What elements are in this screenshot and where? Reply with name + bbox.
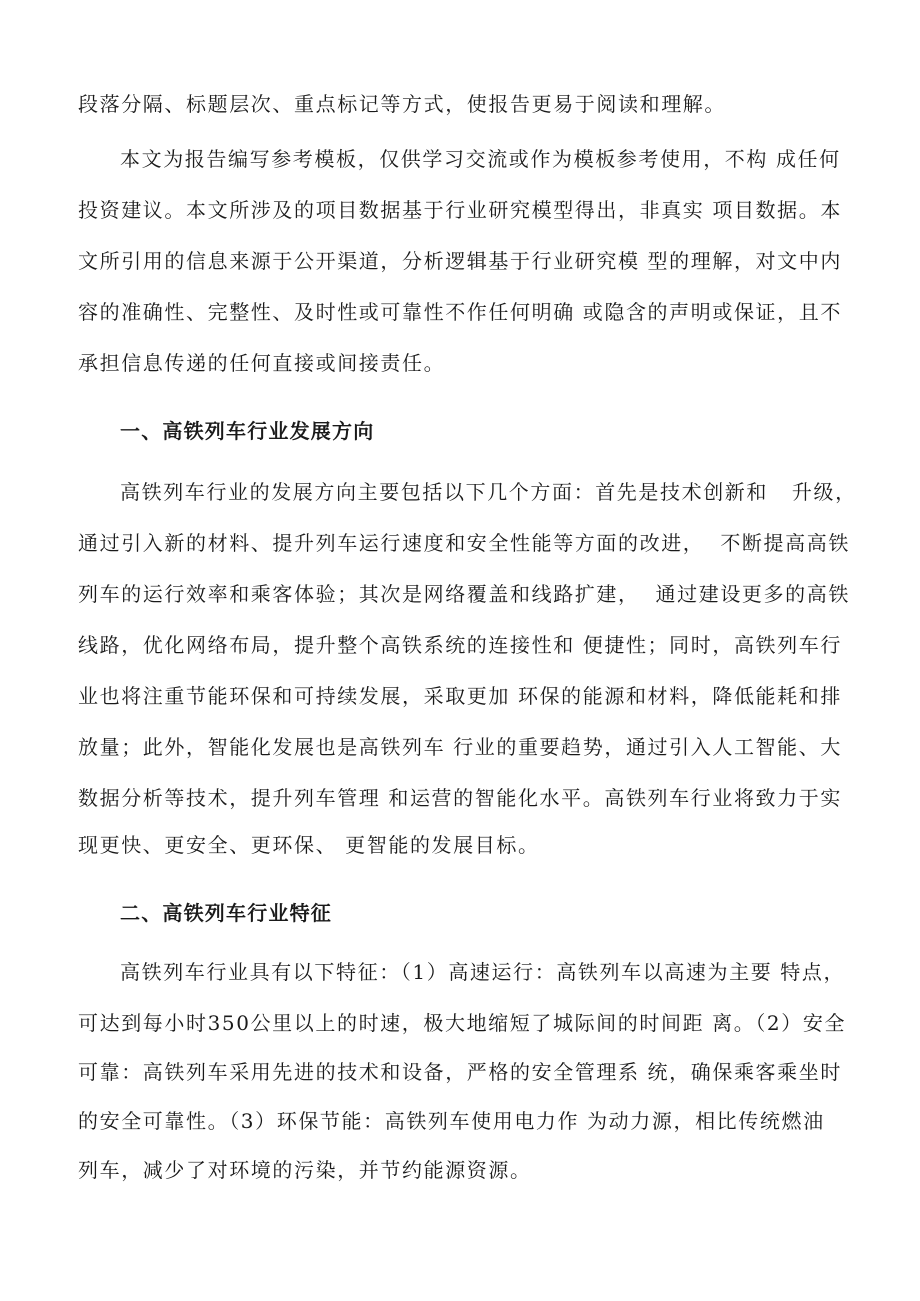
intro-line: 段落分隔、标题层次、重点标记等方式，使报告更易于阅读和理解。 [78, 92, 726, 116]
body-line: 通过引入新的材料、提升列车运行速度和安全性能等方面的改进， 不断提高高铁 [78, 531, 850, 555]
body-line: 放量；此外，智能化发展也是高铁列车 行业的重要趋势，通过引入人工智能、大 [78, 735, 842, 759]
body-line: 高铁列车行业具有以下特征：（1）高速运行：高铁列车以高速为主要 特点， [120, 960, 846, 984]
disclaimer-line: 投资建议。本文所涉及的项目数据基于行业研究模型得出，非真实 项目数据。本 [78, 198, 842, 222]
section-heading-features: 二、高铁列车行业特征 [120, 901, 332, 925]
body-line: 列车，减少了对环境的污染，并节约能源资源。 [78, 1158, 532, 1182]
body-line: 高铁列车行业的发展方向主要包括以下几个方面：首先是技术创新和 升级， [120, 480, 857, 504]
body-line: 可达到每小时350公里以上的时速，极大地缩短了城际间的时间距 离。（2）安全 [78, 1011, 847, 1035]
body-line: 线路，优化网络布局，提升整个高铁系统的连接性和 便捷性；同时，高铁列车行 [78, 633, 842, 657]
body-line: 可靠：高铁列车采用先进的技术和设备，严格的安全管理系 统，确保乘客乘坐时 [78, 1060, 842, 1084]
section-heading-development: 一、高铁列车行业发展方向 [120, 419, 375, 443]
body-line: 数据分析等技术，提升列车管理 和运营的智能化水平。高铁列车行业将致力于实 [78, 786, 842, 810]
disclaimer-line: 本文为报告编写参考模板，仅供学习交流或作为模板参考使用，不构 成任何 [120, 147, 841, 171]
disclaimer-line: 容的准确性、完整性、及时性或可靠性不作任何明确 或隐含的声明或保证，且不 [78, 300, 842, 324]
disclaimer-line: 文所引用的信息来源于公开渠道，分析逻辑基于行业研究模 型的理解，对文中内 [78, 249, 842, 273]
body-line: 列车的运行效率和乘客体验；其次是网络覆盖和线路扩建， 通过建设更多的高铁 [78, 582, 850, 606]
body-line: 现更快、更安全、更环保、 更智能的发展目标。 [78, 833, 540, 857]
disclaimer-line: 承担信息传递的任何直接或间接责任。 [78, 351, 446, 375]
body-line: 的安全可靠性。（3）环保节能：高铁列车使用电力作 为动力源，相比传统燃油 [78, 1109, 825, 1133]
body-line: 业也将注重节能环保和可持续发展，采取更加 环保的能源和材料，降低能耗和排 [78, 684, 842, 708]
